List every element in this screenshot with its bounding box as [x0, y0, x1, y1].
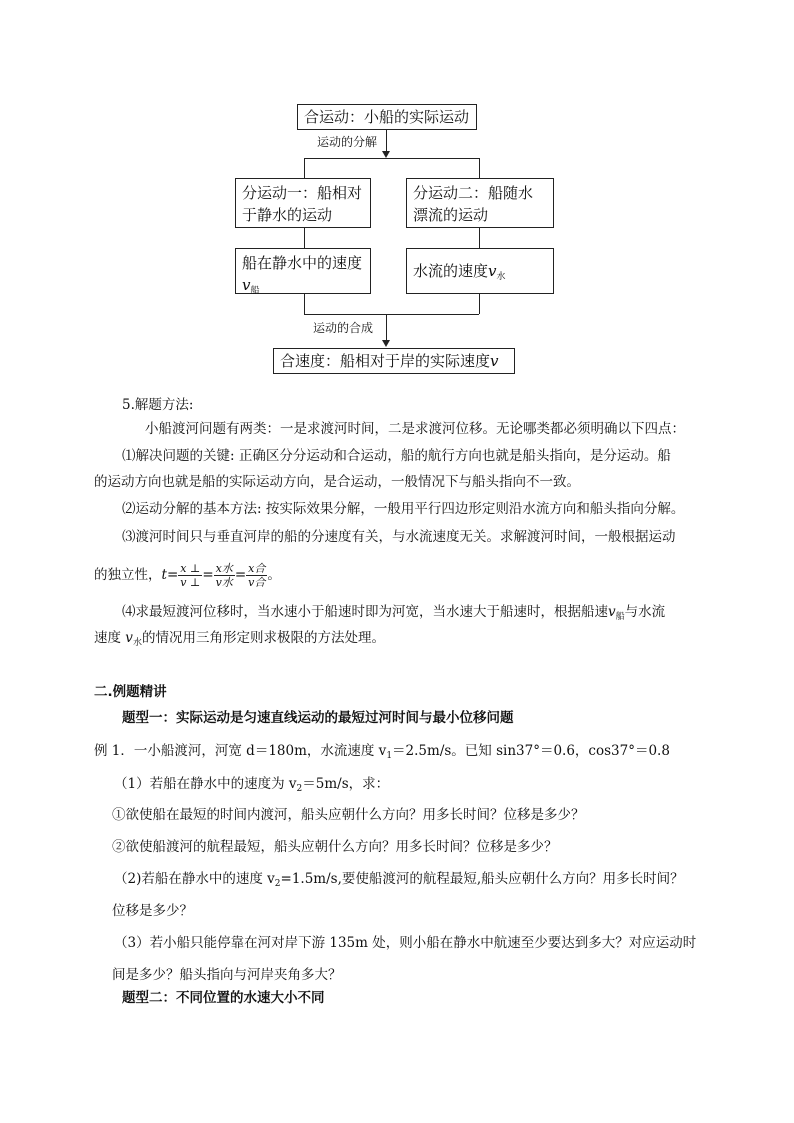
flow-box-resultant-motion: 合运动：小船的实际运动 — [297, 104, 477, 130]
question-3-line-1: （3）若小船只能停靠在河对岸下游 135m 处，则小船在静水中航速至少要达到多大？对应运动时 — [114, 935, 697, 951]
arrow-down-icon — [382, 340, 390, 347]
flow-connector — [304, 158, 305, 178]
example-1-statement: 例 1．一小船渡河，河宽 d＝180m，水流速度 $v_1=2.5m/s$。已知 sin37°＝0.6，cos37°＝0.8 — [94, 743, 670, 761]
method-point-3-line-1: ⑶渡河时间只与垂直河岸的船的分速度有关，与水流速度无关。求解渡河时间，一般根据运动 — [122, 529, 676, 545]
formula-fraction: $\frac{x \perp}{v \perp}$ — [180, 562, 201, 589]
question-2-line-2: 位移是多少？ — [112, 903, 193, 919]
question-1-part-1: ①欲使船在最短的时间内渡河，船头应朝什么方向？用多长时间？位移是多少？ — [112, 807, 585, 823]
method-point-2: ⑵运动分解的基本方法: 按实际效果分解，一般用平行四边形定则沿水流方向和船头指向分解。 — [122, 501, 685, 517]
methods-intro: 小船渡河问题有两类：一是求渡河时间，二是求渡河位移。无论哪类都必须明确以下四点： — [145, 421, 685, 437]
arrow-down-icon — [382, 151, 390, 158]
method-point-1-line-2: 的运动方向也就是船的实际运动方向，是合运动，一般情况下与船头指向不一致。 — [94, 474, 580, 490]
question-1: （1）若船在静水中的速度为 $v_2=5m/s$，求： — [114, 776, 390, 794]
method-point-4-line-1: ⑷求最短渡河位移时，当水速小于船速时即为河宽，当水速大于船速时，根据船速$v_船$与水流 — [122, 604, 666, 622]
formula-t: t — [161, 567, 167, 583]
flow-connector — [479, 228, 480, 248]
flow-connector — [304, 294, 305, 314]
method-point-3-line-2: 的独立性，t= $\frac{x \perp}{v \perp}$ = $\frac{\text{x水}}{\text{v水}}$ = $\frac{\text{x合}}{\text{v合}}$ 。 — [94, 562, 281, 589]
flow-label-decompose: 运动的分解 — [317, 135, 378, 149]
formula-fraction: $\frac{\text{x合}}{\text{v合}}$ — [248, 562, 266, 589]
question-1-part-2: ②欲使船渡河的航程最短，船头应朝什么方向？用多长时间？位移是多少？ — [112, 839, 558, 855]
methods-heading: 5.解题方法: — [122, 397, 194, 413]
type-1-heading: 题型一：实际运动是匀速直线运动的最短过河时间与最小位移问题 — [122, 710, 514, 726]
flow-label-compose: 运动的合成 — [313, 321, 374, 335]
flow-box-component-motion-1: 分运动一：船相对于静水的运动 — [235, 178, 371, 228]
method-point-1-line-1: ⑴解决问题的关键: 正确区分分运动和合运动，船的航行方向也就是船头指向，是分运动。船 — [122, 448, 671, 464]
flow-box-component-motion-2: 分运动二：船随水漂流的运动 — [406, 178, 554, 228]
formula-fraction: $\frac{\text{x水}}{\text{v水}}$ — [215, 562, 233, 589]
question-3-line-2: 间是多少？船头指向与河岸夹角多大？ — [112, 967, 342, 983]
section-heading-examples: 二.例题精讲 — [94, 684, 167, 700]
flow-box-water-speed: 水流的速度$v_水$ — [406, 248, 554, 294]
flow-connector — [479, 158, 480, 178]
flow-connector — [386, 130, 387, 152]
method-point-4-line-2: 速度 $v_水$的情况用三角形定则求极限的方法处理。 — [94, 630, 385, 648]
flow-box-boat-speed: 船在静水中的速度$v_船$ — [235, 248, 371, 294]
flow-connector — [479, 294, 480, 314]
flow-connector — [386, 314, 387, 340]
question-2-line-1: （2)若船在静水中的速度 $v_2=1.5m/s$,要使船渡河的航程最短,船头应朝什么方向？用多长时间？ — [114, 871, 684, 889]
flow-connector — [304, 314, 479, 315]
flow-connector — [304, 158, 479, 159]
type-2-heading: 题型二：不同位置的水速大小不同 — [122, 990, 325, 1006]
flow-connector — [304, 228, 305, 248]
flow-box-resultant-velocity: 合速度：船相对于岸的实际速度v — [273, 348, 515, 374]
